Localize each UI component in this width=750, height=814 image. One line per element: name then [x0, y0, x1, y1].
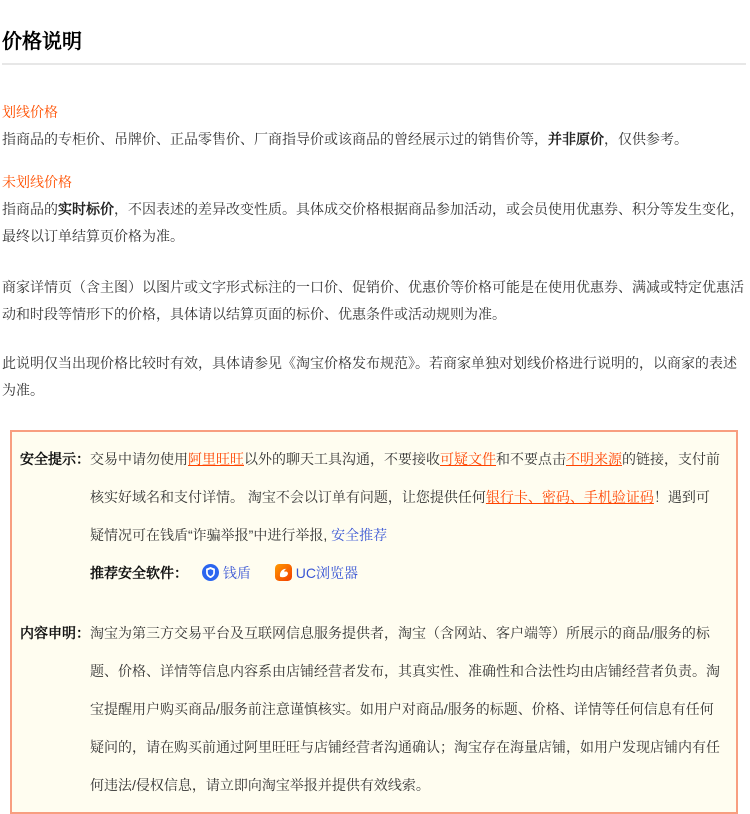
- merchant-detail-paragraph: 商家详情页（含主图）以图片或文字形式标注的一口价、促销价、优惠价等价格可能是在使用优惠券、满减或特定优惠活动和时段等情形下的价格，具体请以结算页面的标价、优惠条件或活动规则为准。: [2, 279, 744, 322]
- qiandun-link[interactable]: [202, 565, 255, 581]
- text-run: ！遇到可疑情况可在钱盾“诈骗举报”中进行举报,: [90, 489, 710, 543]
- uc-browser-link[interactable]: [275, 565, 358, 581]
- aliwangwang-link[interactable]: 阿里旺旺: [188, 451, 244, 467]
- credentials-link[interactable]: 银行卡、密码、手机验证码: [485, 489, 654, 505]
- section-heading-striked-price: 划线价格: [2, 104, 58, 120]
- unstriked-price-paragraph: [2, 196, 746, 250]
- striked-price-paragraph: [2, 126, 746, 153]
- emphasis-realtime-price: 实时标价: [58, 201, 114, 217]
- price-description-page: [0, 30, 750, 814]
- qiandun-shield-icon[interactable]: [202, 564, 219, 581]
- unknown-source-link[interactable]: 不明来源: [566, 451, 622, 467]
- content-declaration-row: [20, 614, 720, 804]
- safety-recommend-link[interactable]: 安全推荐: [331, 527, 388, 543]
- text-run: 指商品的专柜价、吊牌价、正品零售价、厂商指导价或该商品的曾经展示过的销售价等，: [2, 131, 548, 147]
- qiandun-label: 钱盾: [222, 565, 251, 581]
- notice-box: [10, 430, 738, 814]
- content-declaration-text: 淘宝为第三方交易平台及互联网信息服务提供者，淘宝（含网站、客户端等）所展示的商品/服务的标题、价格、详情等信息内容系由店铺经营者发布，其真实性、准确性和合法性均由店铺经营者负责。淘宝提醒用户购买商品/服务前注意谨慎核实。如用户对商品/服务的标题、价格、详情等任何信息有任何疑问的，请在购买前通过阿里旺旺与店铺经营者沟通确认；淘宝存在海量店铺，如用户发现店铺内有任何违法/侵权信息，请立即向淘宝举报并提供有效线索。: [90, 625, 720, 793]
- text-run: ，不因表述的差异改变性质。具体成交价格根据商品参加活动，或会员使用优惠券、积分等发生变化，最终以订单结算页价格为准。: [2, 201, 744, 244]
- security-tips-label: 安全提示：: [20, 451, 90, 467]
- text-run: ，仅供参考。: [604, 131, 688, 147]
- text-run: 交易中请勿使用: [90, 451, 188, 467]
- emphasis-not-original-price: 并非原价: [548, 131, 604, 147]
- uc-browser-label: UC浏览器: [295, 565, 359, 581]
- price-comparison-paragraph: 此说明仅当出现价格比较时有效，具体请参见《淘宝价格发布规范》。若商家单独对划线价格进行说明的，以商家的表述为准。: [2, 355, 737, 398]
- uc-browser-icon[interactable]: [275, 564, 292, 581]
- recommended-software-label: 推荐安全软件：: [90, 565, 188, 581]
- security-tips-row: [20, 440, 720, 592]
- text-run: 指商品的: [2, 201, 58, 217]
- suspicious-file-link[interactable]: 可疑文件: [440, 451, 496, 467]
- text-run: 的链接，支付前核实好域名和支付详情。 淘宝不会以订单有问题，让您提供任何: [90, 451, 720, 505]
- text-run: 和不要点击: [496, 451, 566, 467]
- recommended-software-row: [90, 554, 720, 592]
- section-heading-unstriked-price: 未划线价格: [2, 174, 72, 190]
- security-tips-content: [90, 440, 720, 592]
- page-title: 价格说明: [2, 30, 746, 65]
- content-declaration-label: 内容申明：: [20, 625, 90, 641]
- text-run: 以外的聊天工具沟通，不要接收: [244, 451, 440, 467]
